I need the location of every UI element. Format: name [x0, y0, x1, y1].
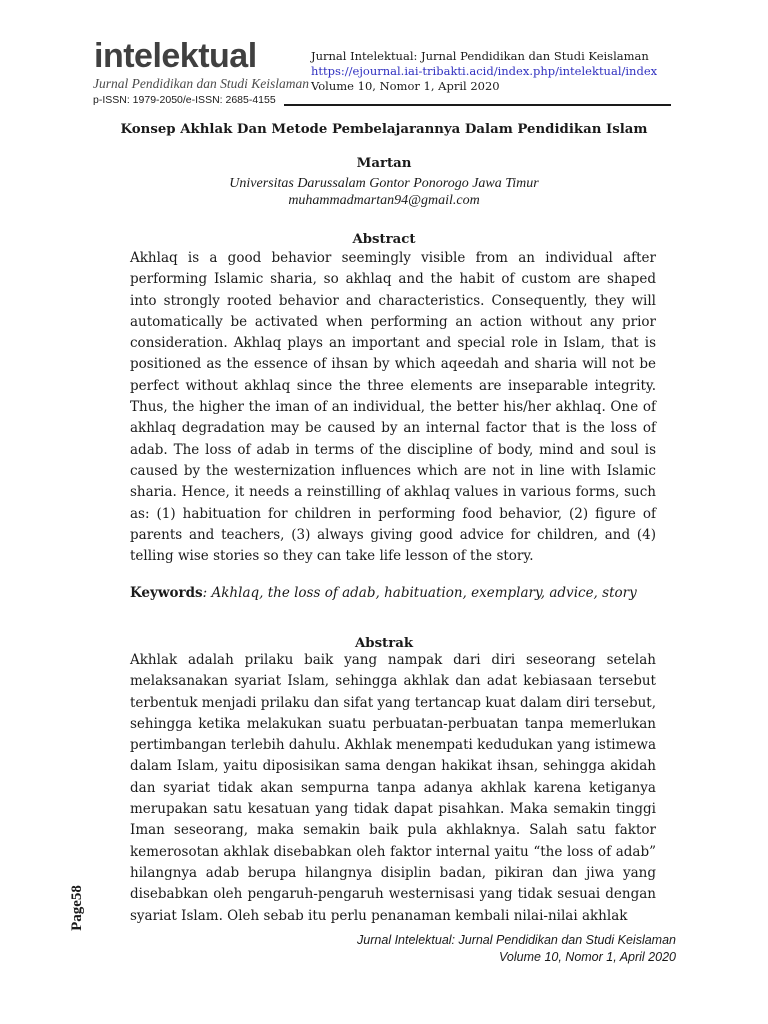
abstrak-heading: Abstrak — [354, 636, 414, 651]
abstract-heading: Abstract — [352, 232, 416, 247]
header-divider — [284, 104, 671, 106]
header-journal-title: Jurnal Intelektual: Jurnal Pendidikan dan Studi Keislaman — [311, 49, 649, 63]
journal-logo-wordmark: intelektual — [94, 37, 257, 75]
keywords-text: : Akhlaq, the loss of adab, habituation, exemplary, advice, story — [202, 585, 637, 601]
issn-info: p-ISSN: 1979-2050/e-ISSN: 2685-4155 — [93, 94, 276, 106]
footer-journal-title: Jurnal Intelektual: Jurnal Pendidikan dan Studi Keislaman — [357, 933, 676, 947]
author-email: muhammadmartan94@gmail.com — [288, 193, 480, 208]
page-number: Page58 — [69, 885, 85, 931]
author-affiliation: Universitas Darussalam Gontor Ponorogo Jawa Timur — [229, 176, 539, 191]
journal-logo-subtitle: Jurnal Pendidikan dan Studi Keislaman — [93, 76, 309, 91]
header-journal-url[interactable]: https://ejournal.iai-tribakti.acid/index.php/intelektual/index — [311, 64, 658, 78]
footer-volume: Volume 10, Nomor 1, April 2020 — [499, 950, 676, 964]
abstrak-text: Akhlak adalah prilaku baik yang nampak dari diri seseorang setelah melaksanakan syariat Islam, sehingga akhlak dan adat kebiasaan tersebut terbentuk menjadi prilaku dan sifat yang tertancap kuat dalam diri tersebut, sehingga ketika melakukan suatu perbuatan-perbuatan tanpa memerlukan pertimbangan terlebih dahulu. Akhlak menempati kedudukan yang istimewa dalam Islam, yaitu diposisikan sama dengan hakikat ihsan, sehingga akidah dan syariat tidak akan sempurna tanpa adanya akhlak karena ketiganya merupakan satu kesatuan yang tidak dapat pisahkan. Maka semakin tinggi Iman seseorang, maka semakin baik pula akhlaknya. Salah satu faktor kemerosotan akhlak disebabkan oleh faktor internal yaitu “the loss of adab” hilangnya adab berupa hilangnya disiplin badan, pikiran dan jiwa yang disebabkan oleh pengaruh-pengaruh westernisasi yang tidak sesuai dengan syariat Islam. Oleh sebab itu perlu penanaman kembali nilai-nilai akhlak — [130, 652, 656, 924]
keywords-line — [130, 584, 670, 602]
header-volume: Volume 10, Nomor 1, April 2020 — [311, 79, 500, 93]
keywords-label: Keywords — [130, 585, 203, 601]
article-title: Konsep Akhlak Dan Metode Pembelajarannya Dalam Pendidikan Islam — [120, 122, 648, 137]
abstract-text: Akhlaq is a good behavior seemingly visible from an individual after performing Islamic sharia, so akhlaq and the habit of custom are shaped into strongly rooted behavior and characteristics. Consequently, they will automatically be activated when performing an action without any prior consideration. Akhlaq plays an important and special role in Islam, that is positioned as the essence of ihsan by which aqeedah and sharia will not be perfect without akhlaq since the three elements are inseparable integrity. Thus, the higher the iman of an individual, the better his/her akhlaq. One of akhlaq degradation may be caused by an internal factor that is the loss of adab. The loss of adab in terms of the discipline of body, mind and soul is caused by the westernization influences which are not in line with Islamic sharia. Hence, it needs a reinstilling of akhlaq values in various forms, such as: (1) habituation for children in performing food behavior, (2) figure of parents and teachers, (3) always giving good advice for children, and (4) telling wise stories so they can take life lesson of the story. — [130, 250, 656, 565]
article-author: Martan — [356, 156, 412, 171]
